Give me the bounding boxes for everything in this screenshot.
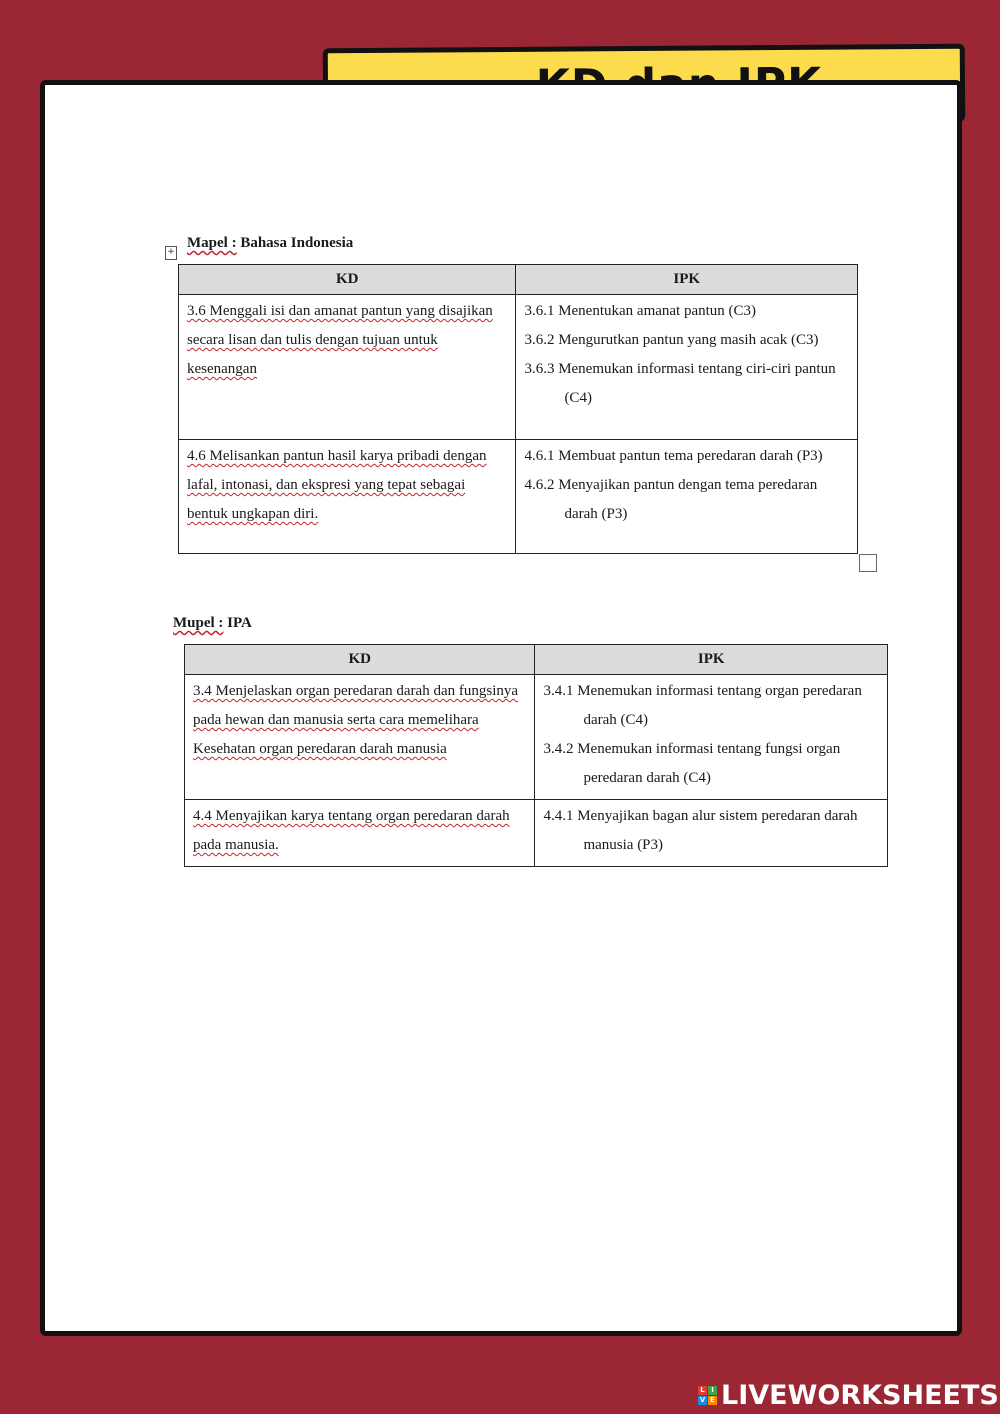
header-ipk: IPK <box>516 265 858 295</box>
kd-cell: 4.4 Menyajikan karya tentang organ peredaran darah pada manusia. <box>185 800 535 867</box>
kd-ipk-table-bahasa <box>178 264 858 554</box>
ipk-item: 3.6.1 Menentukan amanat pantun (C3) <box>524 303 757 319</box>
ipk-item: 3.6.3 Menemukan informasi tentang ciri-ciri pantun (C4) <box>524 361 836 406</box>
header-kd: KD <box>185 645 535 675</box>
subject-label-value: Bahasa Indonesia <box>236 235 354 251</box>
subject-label-ipa <box>173 615 252 632</box>
ipk-item: 3.4.1 Menemukan informasi tentang organ peredaran darah (C4) <box>543 683 862 728</box>
ipk-cell <box>516 295 858 440</box>
subject-label-bahasa <box>187 235 353 252</box>
subject-label-key: Mapel : <box>187 235 237 251</box>
header-kd: KD <box>179 265 516 295</box>
table-header-row <box>179 265 858 295</box>
table-header-row <box>185 645 888 675</box>
kd-ipk-table-ipa <box>184 644 888 867</box>
table-row <box>185 675 888 800</box>
logo-text: LIVEWORKSHEETS <box>721 1380 999 1411</box>
table-row <box>179 295 858 440</box>
subject-label-key: Mupel : <box>173 615 224 631</box>
table-resize-handle[interactable] <box>859 554 877 572</box>
ipk-cell <box>535 800 888 867</box>
ipk-item: 3.6.2 Mengurutkan pantun yang masih acak (C3) <box>524 332 819 348</box>
kd-cell: 3.6 Menggali isi dan amanat pantun yang disajikan secara lisan dan tulis dengan tujuan untuk kesenangan <box>179 295 516 440</box>
header-ipk: IPK <box>535 645 888 675</box>
kd-cell: 4.6 Melisankan pantun hasil karya pribadi dengan lafal, intonasi, dan ekspresi yang tepat sebagai bentuk ungkapan diri. <box>179 440 516 554</box>
ipk-item: 4.6.1 Membuat pantun tema peredaran darah (P3) <box>524 448 823 464</box>
ipk-cell <box>535 675 888 800</box>
ipk-item: 4.6.2 Menyajikan pantun dengan tema peredaran darah (P3) <box>524 477 818 522</box>
ipk-item: 3.4.2 Menemukan informasi tentang fungsi organ peredaran darah (C4) <box>543 741 841 786</box>
table-row <box>185 800 888 867</box>
table-row <box>179 440 858 554</box>
table-move-handle-icon[interactable]: + <box>165 246 177 260</box>
logo-mark-icon: L I V E <box>698 1386 717 1405</box>
ipk-cell <box>516 440 858 554</box>
liveworksheets-logo[interactable] <box>698 1380 999 1411</box>
ipk-item: 4.4.1 Menyajikan bagan alur sistem peredaran darah manusia (P3) <box>543 808 858 853</box>
subject-label-value: IPA <box>223 615 252 631</box>
kd-cell: 3.4 Menjelaskan organ peredaran darah dan fungsinya pada hewan dan manusia serta cara memelihara Kesehatan organ peredaran darah manusia <box>185 675 535 800</box>
